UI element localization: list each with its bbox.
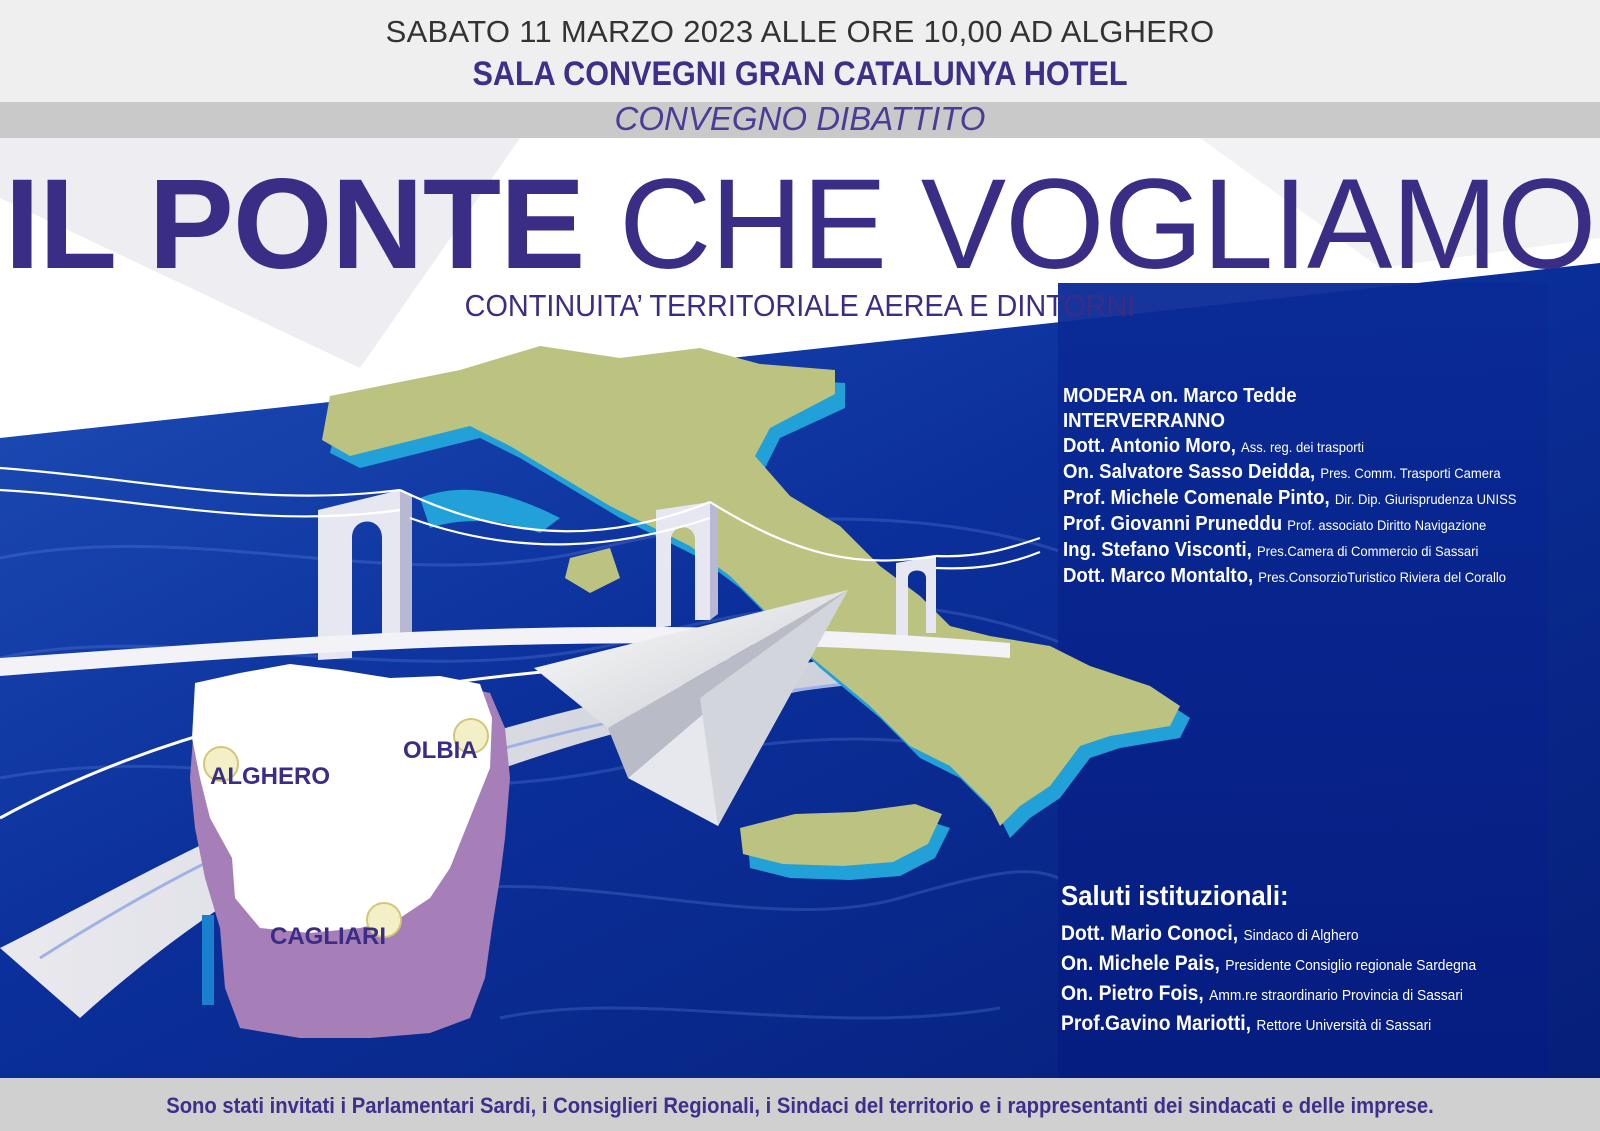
speaker-name: Prof. Giovanni Pruneddu [1063,513,1283,535]
title-light: CHE VOGLIAMO [618,153,1596,296]
speaker-role: Pres.Camera di Commercio di Sassari [1256,543,1479,559]
speakers-intro: INTERVERRANNO [1063,410,1225,432]
speaker-name: Dott. Antonio Moro, [1063,435,1236,457]
title-bold: IL PONTE [4,153,585,296]
subtitle: CONTINUITA’ TERRITORIALE AEREA E DINTORNI [464,288,1136,323]
saluti-role: Rettore Università di Sassari [1256,1017,1432,1034]
city-label-olbia: OLBIA [403,737,478,764]
speaker-item [1063,512,1528,538]
saluti-name: On. Michele Pais, [1061,952,1220,975]
speaker-name: Prof. Michele Comenale Pinto, [1063,487,1330,509]
saluti-role: Sindaco di Alghero [1243,927,1359,944]
speaker-role: Dir. Dip. Giurisprudenza UNISS [1334,491,1517,507]
main-title [0,150,1600,300]
saluti-role: Presidente Consiglio regionale Sardegna [1225,957,1477,974]
saluti-panel [1061,878,1581,1040]
speaker-name: On. Salvatore Sasso Deidda, [1063,461,1316,483]
speaker-item [1063,564,1528,590]
saluti-name: Prof.Gavino Mariotti, [1061,1012,1251,1035]
city-label-alghero: ALGHERO [210,763,330,790]
saluti-item [1061,920,1539,950]
event-date: SABATO 11 MARZO 2023 ALLE ORE 10,00 AD ALGHERO [385,14,1215,49]
moderator: MODERA on. Marco Tedde [1063,385,1297,407]
speaker-name: Ing. Stefano Visconti, [1063,539,1252,561]
footer-note: Sono stati invitati i Parlamentari Sardi, i Consiglieri Regionali, i Sindaci del territorio e i rappresentanti dei sindacati e delle imprese. [166,1093,1434,1118]
speaker-name: Dott. Marco Montalto, [1063,565,1254,587]
saluti-role: Amm.re straordinario Provincia di Sassari [1209,987,1464,1004]
speaker-role: Pres.ConsorzioTuristico Riviera del Corallo [1258,569,1507,585]
speaker-item [1063,460,1528,486]
saluti-name: Dott. Mario Conoci, [1061,922,1239,945]
speaker-role: Pres. Comm. Trasporti Camera [1320,465,1501,481]
city-label-cagliari: CAGLIARI [270,923,386,950]
saluti-item [1061,950,1539,980]
speaker-item [1063,486,1528,512]
speakers-panel [1063,384,1563,590]
saluti-heading: Saluti istituzionali: [1061,880,1289,911]
sardinia-map [190,664,510,1038]
speaker-item [1063,434,1528,460]
saluti-name: On. Pietro Fois, [1061,982,1204,1005]
saluti-item [1061,1010,1539,1040]
speaker-role: Ass. reg. dei trasporti [1241,439,1365,455]
event-venue: SALA CONVEGNI GRAN CATALUNYA HOTEL [472,55,1128,93]
speaker-item [1063,538,1528,564]
speaker-role: Prof. associato Diritto Navigazione [1287,517,1487,533]
event-type: CONVEGNO DIBATTITO [614,100,986,137]
saluti-item [1061,980,1539,1010]
